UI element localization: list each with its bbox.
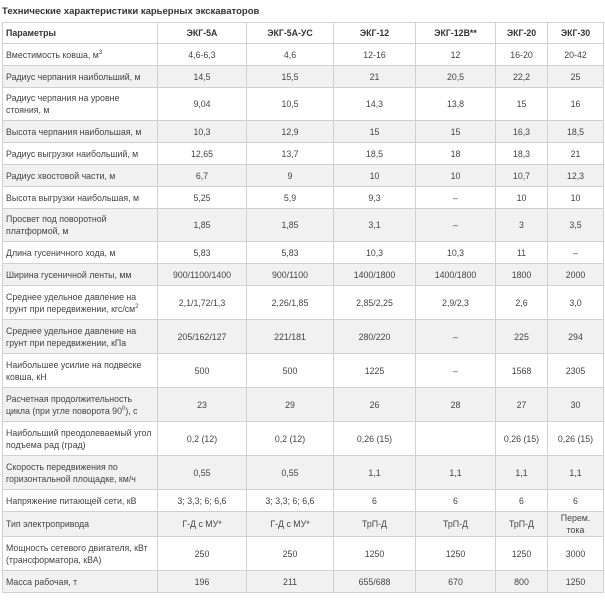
value-cell: 12 (416, 44, 496, 66)
value-cell: 0,26 (15) (548, 422, 604, 456)
parameter-label: Среднее удельное давление на грунт при передвижении, кгс/см (6, 291, 137, 314)
value-cell: 11 (496, 242, 548, 264)
value-cell: 1,1 (548, 456, 604, 490)
parameter-cell (3, 388, 158, 422)
column-header: Параметры (3, 23, 158, 44)
value-cell: 23 (158, 388, 247, 422)
parameter-cell (3, 121, 158, 143)
parameter-label: Среднее удельное давление на грунт при передвижении, кПа (6, 325, 137, 348)
value-cell: 28 (416, 388, 496, 422)
value-cell: 3; 3,3; 6; 6,6 (247, 490, 334, 512)
value-cell: 0,26 (15) (496, 422, 548, 456)
value-cell: 13,7 (247, 143, 334, 165)
value-cell: 9,3 (334, 187, 416, 209)
value-cell: 1800 (496, 264, 548, 286)
parameter-label: Высота черпания наибольшая, м (6, 126, 142, 137)
value-cell: 2000 (548, 264, 604, 286)
value-cell: 12-16 (334, 44, 416, 66)
value-cell: 0,2 (12) (158, 422, 247, 456)
value-cell: 1250 (496, 537, 548, 571)
value-cell: 205/162/127 (158, 320, 247, 354)
table-row (3, 66, 604, 88)
value-cell: 1225 (334, 354, 416, 388)
table-row (3, 456, 604, 490)
value-cell: ТрП-Д (416, 512, 496, 537)
parameter-cell (3, 165, 158, 187)
value-cell: 5,83 (158, 242, 247, 264)
value-cell: 10,3 (334, 242, 416, 264)
column-header: ЭКГ-5А (158, 23, 247, 44)
table-row (3, 388, 604, 422)
value-cell: 1,1 (416, 456, 496, 490)
parameter-cell (3, 571, 158, 593)
table-row (3, 286, 604, 320)
value-cell: 21 (548, 143, 604, 165)
table-row (3, 121, 604, 143)
parameter-cell (3, 354, 158, 388)
value-cell: 4,6 (247, 44, 334, 66)
value-cell: 6 (416, 490, 496, 512)
value-cell: – (416, 354, 496, 388)
value-cell: ТрП-Д (496, 512, 548, 537)
value-cell: 250 (247, 537, 334, 571)
value-cell: 211 (247, 571, 334, 593)
value-cell: 1400/1800 (416, 264, 496, 286)
parameter-label: Просвет под поворотной платформой, м (6, 214, 107, 236)
value-cell: ТрП-Д (334, 512, 416, 537)
parameter-label: Длина гусеничного хода, м (6, 247, 116, 258)
value-cell: 0,26 (15) (334, 422, 416, 456)
parameter-cell (3, 537, 158, 571)
value-cell: 1250 (548, 571, 604, 593)
table-row (3, 354, 604, 388)
parameter-label: Скорость передвижения по горизонтальной площадке, км/ч (6, 461, 136, 484)
value-cell: 500 (247, 354, 334, 388)
value-cell: – (416, 187, 496, 209)
value-cell: 10 (334, 165, 416, 187)
parameter-cell (3, 66, 158, 88)
parameter-cell (3, 88, 158, 121)
value-cell: 16,3 (496, 121, 548, 143)
value-cell: 3,0 (548, 286, 604, 320)
value-cell: 15 (334, 121, 416, 143)
value-cell: 18,5 (548, 121, 604, 143)
parameter-cell (3, 456, 158, 490)
value-cell: 12,3 (548, 165, 604, 187)
table-row (3, 187, 604, 209)
table-row (3, 571, 604, 593)
value-cell: 670 (416, 571, 496, 593)
value-cell: 15 (496, 88, 548, 121)
value-cell (416, 422, 496, 456)
value-cell: 6,7 (158, 165, 247, 187)
page-title: Технические характеристики карьерных экскаваторов (2, 6, 260, 17)
value-cell: 14,5 (158, 66, 247, 88)
parameter-label: Наибольший преодолеваемый угол подъема рад (град) (6, 427, 152, 450)
parameter-cell (3, 490, 158, 512)
parameter-cell (3, 187, 158, 209)
parameter-superscript: 0 (121, 405, 126, 412)
parameter-label: Радиус хвостовой части, м (6, 170, 116, 181)
parameter-cell (3, 242, 158, 264)
value-cell: 800 (496, 571, 548, 593)
parameter-label: Расчетная продолжительность цикла (при угле поворота 90 (6, 393, 133, 416)
table-row (3, 165, 604, 187)
value-cell: 18 (416, 143, 496, 165)
value-cell: 9,04 (158, 88, 247, 121)
parameter-label: Радиус черпания на уровне стояния, м (6, 93, 120, 115)
parameter-label: Радиус выгрузки наибольший, м (6, 148, 139, 159)
value-cell: 5,83 (247, 242, 334, 264)
value-cell: 3,1 (334, 209, 416, 242)
value-cell: 29 (247, 388, 334, 422)
value-cell: 6 (548, 490, 604, 512)
table-row (3, 490, 604, 512)
value-cell: 25 (548, 66, 604, 88)
value-cell: 500 (158, 354, 247, 388)
value-cell: 12,65 (158, 143, 247, 165)
value-cell: Г-Д с МУ* (247, 512, 334, 537)
value-cell: 15 (416, 121, 496, 143)
value-cell: 0,2 (12) (247, 422, 334, 456)
value-cell: 20-42 (548, 44, 604, 66)
value-cell: 10,3 (416, 242, 496, 264)
parameter-label: Вместимость ковша, м (6, 49, 99, 60)
value-cell: 13,8 (416, 88, 496, 121)
column-header: ЭКГ-12 (334, 23, 416, 44)
value-cell: 900/1100 (247, 264, 334, 286)
value-cell: 221/181 (247, 320, 334, 354)
value-cell: 2,85/2,25 (334, 286, 416, 320)
value-cell: 14,3 (334, 88, 416, 121)
parameter-cell (3, 422, 158, 456)
table-row (3, 88, 604, 121)
value-cell: 18,3 (496, 143, 548, 165)
parameter-cell (3, 264, 158, 286)
value-cell: 1400/1800 (334, 264, 416, 286)
table-header-row (3, 23, 604, 44)
value-cell: 2,6 (496, 286, 548, 320)
value-cell: 10 (416, 165, 496, 187)
value-cell: 0,55 (158, 456, 247, 490)
parameter-cell (3, 286, 158, 320)
parameter-label: Ширина гусеничной ленты, мм (6, 269, 132, 280)
parameter-label: Тип электропривода (6, 519, 90, 529)
parameter-label-suffix: ), с (125, 405, 138, 416)
table-row (3, 537, 604, 571)
parameter-label: Высота выгрузки наибольшая, м (6, 192, 140, 203)
value-cell: 1,1 (496, 456, 548, 490)
table-row (3, 264, 604, 286)
value-cell: 10,5 (247, 88, 334, 121)
value-cell: 6 (496, 490, 548, 512)
parameter-superscript: 3 (98, 49, 103, 56)
value-cell: 1250 (334, 537, 416, 571)
value-cell: 26 (334, 388, 416, 422)
table-row (3, 44, 604, 66)
value-cell: Перем. тока (548, 512, 604, 537)
value-cell: 2,26/1,85 (247, 286, 334, 320)
parameter-label: Напряжение питающей сети, кВ (6, 495, 137, 506)
table-row (3, 422, 604, 456)
value-cell: – (416, 320, 496, 354)
column-header: ЭКГ-20 (496, 23, 548, 44)
parameter-label: Наибольшее усилие на подвеске ковша, кН (6, 359, 142, 382)
value-cell: 250 (158, 537, 247, 571)
value-cell: 655/688 (334, 571, 416, 593)
table-row (3, 143, 604, 165)
table-row (3, 242, 604, 264)
value-cell: 1250 (416, 537, 496, 571)
value-cell: 1568 (496, 354, 548, 388)
table-row (3, 512, 604, 537)
value-cell: 2,9/2,3 (416, 286, 496, 320)
value-cell: 4,6-6,3 (158, 44, 247, 66)
value-cell: 225 (496, 320, 548, 354)
value-cell: Г-Д с МУ* (158, 512, 247, 537)
value-cell: 10 (548, 187, 604, 209)
value-cell: 196 (158, 571, 247, 593)
parameter-cell (3, 143, 158, 165)
column-header: ЭКГ-12В** (416, 23, 496, 44)
value-cell: 3 (496, 209, 548, 242)
value-cell: 294 (548, 320, 604, 354)
value-cell: 10,3 (158, 121, 247, 143)
value-cell: 15,5 (247, 66, 334, 88)
column-header: ЭКГ-5А-УС (247, 23, 334, 44)
parameter-cell (3, 209, 158, 242)
parameter-superscript: 2 (135, 303, 139, 310)
value-cell: 280/220 (334, 320, 416, 354)
value-cell: 30 (548, 388, 604, 422)
value-cell: – (416, 209, 496, 242)
value-cell: 1,1 (334, 456, 416, 490)
value-cell: 27 (496, 388, 548, 422)
value-cell: 21 (334, 66, 416, 88)
parameter-label: Мощность сетевого двигателя, кВт (трансформатора, кВА) (6, 542, 148, 565)
value-cell: – (548, 242, 604, 264)
value-cell: 12,9 (247, 121, 334, 143)
parameter-cell (3, 44, 158, 66)
value-cell: 5,25 (158, 187, 247, 209)
value-cell: 9 (247, 165, 334, 187)
table-row (3, 209, 604, 242)
value-cell: 10,7 (496, 165, 548, 187)
value-cell: 6 (334, 490, 416, 512)
value-cell: 0,55 (247, 456, 334, 490)
value-cell: 2305 (548, 354, 604, 388)
value-cell: 18,5 (334, 143, 416, 165)
value-cell: 3000 (548, 537, 604, 571)
column-header: ЭКГ-30 (548, 23, 604, 44)
parameter-cell (3, 512, 158, 537)
value-cell: 900/1100/1400 (158, 264, 247, 286)
value-cell: 22,2 (496, 66, 548, 88)
value-cell: 3; 3,3; 6; 6,6 (158, 490, 247, 512)
table-row (3, 320, 604, 354)
value-cell: 16 (548, 88, 604, 121)
value-cell: 2,1/1,72/1,3 (158, 286, 247, 320)
value-cell: 10 (496, 187, 548, 209)
value-cell: 20,5 (416, 66, 496, 88)
specs-table (2, 22, 604, 593)
value-cell: 3,5 (548, 209, 604, 242)
value-cell: 1,85 (247, 209, 334, 242)
parameter-label: Масса рабочая, т (6, 576, 78, 587)
value-cell: 16-20 (496, 44, 548, 66)
value-cell: 5,9 (247, 187, 334, 209)
value-cell: 1,85 (158, 209, 247, 242)
parameter-label: Радиус черпания наибольший, м (6, 71, 141, 82)
parameter-cell (3, 320, 158, 354)
